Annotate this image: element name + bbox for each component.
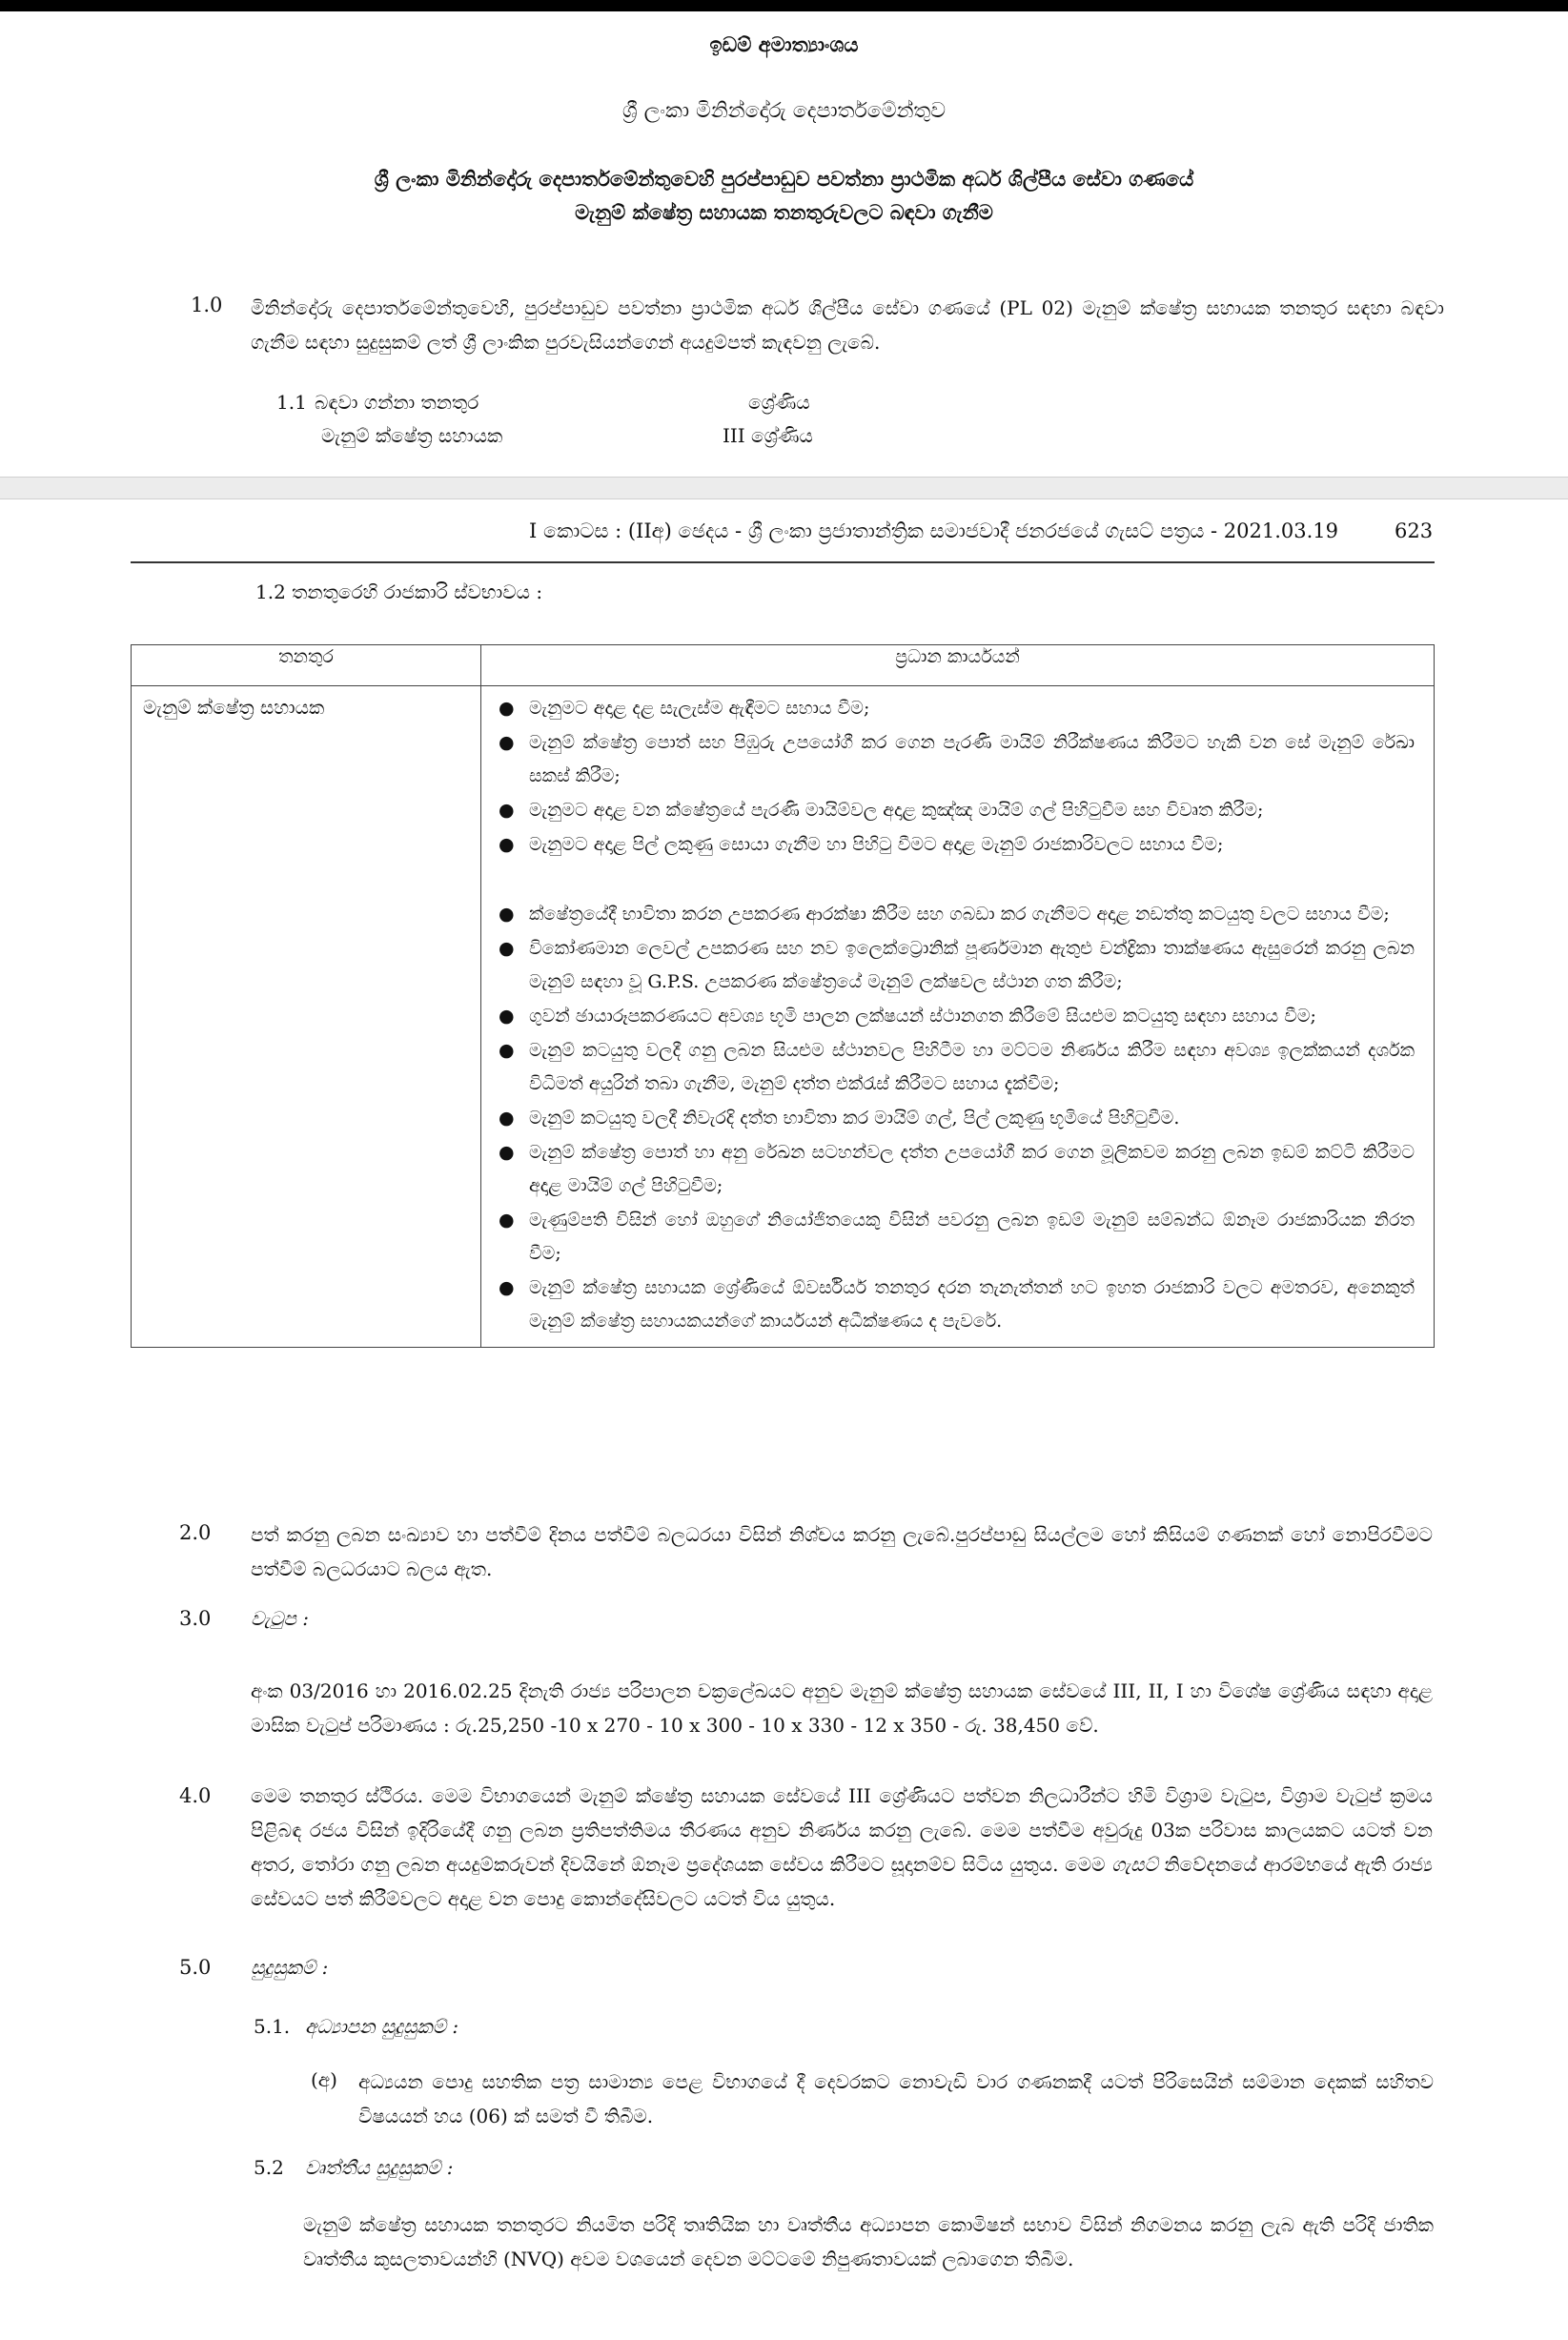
section-4-0-text-part-2: නිවේදනයේ ආරම්භයේ ඇති රාජ්‍ය සේවයට පත් කිරීම්වලට අදාළ වන පොදු කොන්දේසිවලට යටත් විය යුතුය.	[251, 1853, 1433, 1910]
duty-text: ක්ෂේත්‍රයේදී භාවිතා කරන උපකරණ ආරක්ෂා කිරීම සහ ගබඩා කර ගැනීමට අදාළ නඩත්තු කටයුතු වලට සහාය වීම;	[529, 904, 1390, 925]
section-2-0-text: පත් කරනු ලබන සංඛ්‍යාව හා පත්වීම් දිනය පත්වීම් බලධරයා විසින් නිශ්චය කරනු ලැබේ.පුරප්පාඩු සියල්ලම හෝ කිසියම් ගණනක් හෝ නොපිරවීමට පත්වීම් බලධරයාට බලය ඇත.	[251, 1523, 1433, 1580]
post-cell: මැනුම් ක්ෂේත්‍ර සහායක	[132, 686, 481, 1348]
duty-item	[493, 794, 1415, 827]
section-4-0-text	[251, 1779, 1433, 1916]
bullet-icon: ●	[499, 1142, 515, 1163]
section-1-1-post-header: බඳවා ගන්නා තනතුර	[315, 391, 479, 414]
duty-item	[493, 898, 1415, 931]
section-5-2-text: මැනුම් ක්ෂේත්‍ර සහායක තනතුරට නියමිත පරිදි තෘතියික හා වෘත්තීය අධ්‍යාපන කොමිෂන් සභාව විසින් නිගමනය කරනු ලැබ ඇති පරිදි ජාතික වෘත්තීය කුසලතාවයන්හි (NVQ) අවම වශයෙන් දෙවන මට්ටමේ නිපුණතාවයක් ලබාගෙන තිබීම.	[303, 2213, 1434, 2270]
duty-item	[493, 692, 1415, 725]
bullet-icon: ●	[499, 834, 515, 855]
duty-item	[493, 726, 1415, 793]
duty-text: මැනුම් ක්ෂේත්‍ර පොත් හා අනු රේඛන සටහන්වල දත්ත උපයෝගී කර ගෙන මූලිකවම කරනු ලබන ඉඩම් කට්ටි කිරීමට අදාළ මායිම් ගල් පිහිටුවීම;	[529, 1142, 1415, 1196]
duties-table	[131, 644, 1435, 1348]
bullet-icon: ●	[499, 698, 515, 719]
section-5-1-heading: අධ්‍යාපන සුදුසුකම් :	[305, 2015, 459, 2038]
gazette-header-rule	[131, 561, 1435, 563]
section-4-0-number: 4.0	[179, 1784, 212, 1807]
section-1-1-grade-header: ශ්‍රේණිය	[748, 391, 810, 414]
section-1-0-number: 1.0	[191, 294, 223, 316]
bullet-icon: ●	[499, 1040, 515, 1061]
bullet-icon: ●	[499, 904, 515, 925]
department-heading: ශ්‍රී ලංකා මිනින්දෝරු දෙපාර්තමේන්තුව	[621, 99, 947, 123]
duty-item	[493, 1000, 1415, 1033]
table-row	[132, 686, 1435, 1348]
duty-text: මැනුමට අදාළ පිල් ලකුණු සොයා ගැනීම හා පිහිටු වීමට අදාළ මැනුම් රාජකාරිවලට සහාය වීම;	[529, 834, 1224, 855]
duty-item	[493, 1102, 1415, 1135]
section-4-0-text-part-1: මෙම තනතුර ස්ථිරය. මෙම විභාගයෙන් මැනුම් ක්ෂේත්‍ර සහායක සේවයේ III ශ්‍රේණියට පත්වන නිලධාරීන්ට හිමි විශ්‍රාම වැටුප, විශ්‍රාම වැටුප් ක්‍රමය පිළිබඳ රජය විසින් ඉදිරියේදී ගනු ලබන ප්‍රතිපත්තිමය තීරණය අනුව නිර්ණය කරනු ලැබේ. මෙම පත්වීම අවුරුදු 03ක පරිවාස කාලයකට යටත් වන අතර, තෝරා ගනු ලබන අයදුම්කරුවන් දිවයිනේ ඕනෑම ප්‍රදේශයක සේවය කිරීමට සූදානම්ව සිටිය යුතුය. මෙම	[251, 1784, 1433, 1876]
section-5-2-heading: වෘත්තීය සුදුසුකම් :	[305, 2156, 454, 2179]
ministry-heading: ඉඩම් අමාත්‍යාංශය	[709, 32, 859, 56]
bullet-icon: ●	[499, 732, 515, 753]
duty-text: විකෝණමාන ලෙවල් උපකරණ සහ නව ඉලෙක්ට්‍රොනික් පූර්ණමාන ඇතුළු චන්ද්‍රිකා තාක්ෂණය ඇසුරෙන් කරනු ලබන මැනුම් සඳහා වූ G.P.S. උපකරණ ක්ෂේත්‍රයේ මැනුම් ලක්ෂවල ස්ථාන ගත කිරීම;	[529, 938, 1415, 992]
section-2-0-number: 2.0	[179, 1521, 212, 1544]
duty-text: ගුවන් ඡායාරූපකරණයට අවශ්‍ය භූමි පාලන ලක්ෂයන් ස්ථානගත කිරීමේ සියළුම කටයුතු සඳහා සහාය වීම;	[529, 1006, 1316, 1027]
duty-item	[493, 1204, 1415, 1271]
gazette-header-text: I කොටස : (IIඅ) ඡෙදය - ශ්‍රී ලංකා ප්‍රජාතාන්ත්‍රික සමාජවාදී ජනරජයේ ගැසට් පත්‍රය - 2021.03.19	[529, 519, 1339, 542]
notice-title-line-1: ශ්‍රී ලංකා මිනින්දෝරු දෙපාර්තමේන්තුවෙහි පුරප්පාඩුව පවත්නා ප්‍රාථමික අර්ධ ශිල්පීය සේවා ගණයේ	[374, 167, 1194, 191]
duty-text: මැනුමට අදාළ වන ක්ෂේත්‍රයේ පැරණි මායිම්වල අදාළ කුඤ්ඤ මායිම් ගල් පිහිටුවීම සහ විවෘත කිරීම;	[529, 800, 1264, 821]
duties-cell	[481, 686, 1435, 1348]
duty-text: මැනුම් කටයුතු වලදී ගනු ලබන සියළුම ස්ථානවල පිහිටීම හා මට්ටම නිර්ණය කිරීම සඳහා අවශ්‍ය ඉලක්කයන් දර්ශක විධිමත් අයුරින් තබා ගැනීම, මැනුම් දත්ත එක්රැස් කිරීමට සහාය දැක්වීම;	[529, 1040, 1415, 1094]
section-1-2-label: 1.2 තනතුරෙහි රාජකාරි ස්වභාවය :	[255, 580, 543, 603]
section-3-0-number: 3.0	[179, 1607, 212, 1630]
section-5-1-item-text: අධ්‍යයන පොදු සහතික පත්‍ර සාමාන්‍ය පෙළ විභාගයේ දී දෙවරකට නොවැඩි වාර ගණනකදී යටත් පිරිසෙයින් සම්මාන දෙකක් සහිතව විෂයයන් හය (06) ක් සමත් වී තිබීම.	[358, 2070, 1434, 2127]
column-header-post: තනතුර	[132, 645, 481, 686]
duties-list	[493, 692, 1415, 1338]
duty-item	[493, 1136, 1415, 1203]
section-5-1-number: 5.1.	[254, 2015, 291, 2038]
bullet-icon: ●	[499, 938, 515, 959]
notice-title-line-2: මැනුම් ක්ෂේත්‍ර සහායක තනතුරුවලට බඳවා ගැනීම	[575, 200, 993, 224]
bullet-icon: ●	[499, 1006, 515, 1027]
top-border	[0, 0, 1568, 11]
section-1-0-text: මිනින්දෝරු දෙපාර්තමේන්තුවෙහි, පුරප්පාඩුව පවත්නා ප්‍රාථමික අර්ධ ශිල්පීය සේවා ගණයේ (PL 02) මැනුම් ක්ෂේත්‍ර සහායක තනතුර සඳහා බඳවා ගැනීම සඳහා සුදුසුකම් ලත් ශ්‍රී ලාංකික පුරවැසියන්ගෙන් අයදුම්පත් කැඳවනු ලැබේ.	[251, 296, 1444, 354]
duty-item	[493, 1272, 1415, 1338]
column-header-duties: ප්‍රධාන කාර්යයන්	[481, 645, 1435, 686]
bullet-icon: ●	[499, 1108, 515, 1129]
page-separator	[0, 477, 1568, 499]
duties-table-header-row	[132, 645, 1435, 686]
duty-item	[493, 932, 1415, 999]
bullet-icon: ●	[499, 1277, 515, 1298]
section-1-1-grade: III ශ්‍රේණිය	[723, 424, 813, 447]
section-1-1-post: මැනුම් ක්ෂේත්‍ර සහායක	[321, 424, 503, 447]
section-5-0-heading: සුදුසුකම් :	[251, 1956, 329, 1979]
duty-item	[493, 1034, 1415, 1101]
gazette-word: ගැසට්	[1111, 1853, 1158, 1876]
notice-title	[0, 162, 1568, 229]
section-3-0-heading: වැටුප :	[251, 1607, 309, 1630]
duty-text: මැණුම්පති විසින් හෝ ඔහුගේ නියෝජිතයෙකු විසින් පවරනු ලබන ඉඩම් මැනුම් සම්බන්ධ ඕනෑම රාජකාරියක නිරත වීම;	[529, 1210, 1415, 1264]
bullet-icon: ●	[499, 1210, 515, 1231]
section-5-2-number: 5.2	[254, 2156, 284, 2179]
duty-text: මැනුම් ක්ෂේත්‍ර පොත් සහ පිඹුරු උපයෝගී කර ගෙන පැරණි මායිම් නිරීක්ෂණය කිරීමට හැකි වන සේ මැනුම් රේඛා සකස් කිරීම;	[529, 732, 1415, 786]
duty-text: මැනුම් ක්ෂේත්‍ර සහායක ශ්‍රේණියේ ඕවර්සියර් තනතුර දරන තැනැත්තන් හට ඉහත රාජකාරි වලට අමතරව, අනෙකුත් මැනුම් ක්ෂේත්‍ර සහායකයන්ගේ කාර්යයන් අධීක්ෂණය ද පැවරේ.	[529, 1277, 1415, 1332]
section-5-1-item-label: (අ)	[311, 2068, 337, 2091]
duty-text: මැනුම් කටයුතු වලදී නිවැරදි දත්ත භාවිතා කර මායිම් ගල්, පිල් ලකුණු භූමියේ පිහිටුවීම.	[529, 1108, 1180, 1129]
bullet-icon: ●	[499, 800, 515, 821]
section-5-0-number: 5.0	[179, 1956, 212, 1979]
section-1-1-number: 1.1	[276, 391, 307, 414]
duty-item	[493, 828, 1415, 862]
section-3-0-text: අංක 03/2016 හා 2016.02.25 දිනැති රාජ්‍ය පරිපාලන චක්‍රලේඛයට අනුව මැනුම් ක්ෂේත්‍ර සහායක සේවයේ III, II, I හා විශේෂ ශ්‍රේණිය සඳහා අදාළ මාසික වැටුප් පරිමාණය : රු.25,250 -10 x 270 - 10 x 300 - 10 x 330 - 12 x 350 - රු. 38,450 වේ.	[251, 1679, 1433, 1737]
page-number: 623	[1395, 519, 1434, 542]
duty-text: මැනුමට අදාළ දළ සැලැස්ම ඇඳීමට සහාය වීම;	[529, 698, 870, 719]
